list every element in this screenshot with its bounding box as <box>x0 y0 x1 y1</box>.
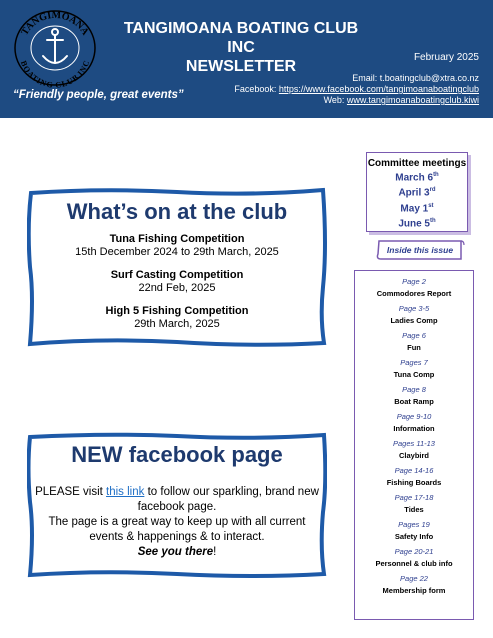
toc-page: Page 8 <box>402 385 426 394</box>
toc-entry <box>355 492 473 516</box>
toc-entry <box>355 573 473 597</box>
facebook-box <box>27 432 327 578</box>
facebook-signoff: See you there! <box>137 546 217 558</box>
toc-page: Page 9-10 <box>396 412 432 421</box>
toc-page: Pages 11-13 <box>393 439 435 448</box>
meeting-date: May 1st <box>400 202 434 214</box>
web-line: Web: www.tangimoanaboatingclub.kiwi <box>323 95 479 105</box>
toc-entry <box>355 384 473 408</box>
toc-section: Commodores Report <box>376 289 452 298</box>
toc-page: Page 14-16 <box>394 466 434 475</box>
toc-entry <box>355 330 473 354</box>
toc-section: Information <box>393 424 435 433</box>
committee-title: Committee meetings <box>367 158 467 169</box>
event-list <box>27 233 327 341</box>
toc-page: Page 22 <box>400 574 428 583</box>
toc-section: Boat Ramp <box>394 397 434 406</box>
meeting-date: June 5th <box>398 217 436 230</box>
toc-section: Tuna Comp <box>393 370 435 379</box>
toc-entry <box>355 303 473 327</box>
club-title <box>110 19 372 76</box>
toc-page: Pages 19 <box>398 520 430 529</box>
event-name: Tuna Fishing Competition <box>109 233 245 245</box>
newsletter-header <box>0 0 493 118</box>
toc-section: Membership form <box>382 586 446 595</box>
meeting-date: April 3rd <box>398 187 436 199</box>
whats-on-title: What’s on at the club <box>66 199 288 224</box>
toc-section: Personnel & club info <box>375 559 453 568</box>
email-address: t.boatingclub@xtra.co.nz <box>379 73 479 83</box>
toc-page: Page 20-21 <box>394 547 434 556</box>
toc-entry <box>355 276 473 300</box>
logo-top-text: TANGIMOANA <box>19 9 91 38</box>
facebook-line: Facebook: https://www.facebook.com/tangimoanaboatingclub <box>234 84 479 94</box>
inside-this-issue-label: Inside this issue <box>375 238 465 263</box>
issue-date: February 2025 <box>413 52 479 63</box>
website-link[interactable]: www.tangimoanaboatingclub.kiwi <box>346 95 479 105</box>
toc-entry <box>355 465 473 489</box>
event-dates: 22nd Feb, 2025 <box>138 282 216 294</box>
event-dates: 29th March, 2025 <box>134 318 220 330</box>
event-dates: 15th December 2024 to 29th March, 2025 <box>75 246 279 258</box>
facebook-invite: PLEASE visit this link to follow our sparkling, brand new facebook page. <box>35 486 319 513</box>
toc-page: Page 2 <box>402 277 426 286</box>
meeting-date: March 6th <box>395 172 439 184</box>
facebook-body <box>35 485 319 560</box>
toc-section: Fun <box>407 343 421 352</box>
event-item <box>27 305 327 331</box>
club-logo <box>11 8 99 88</box>
toc-entry <box>355 519 473 543</box>
contact-info <box>234 73 479 106</box>
whats-on-box <box>27 187 327 347</box>
toc-page: Page 6 <box>402 331 426 340</box>
facebook-title: NEW facebook page <box>71 442 283 467</box>
toc-entry <box>355 411 473 435</box>
facebook-page-link[interactable]: this link <box>106 486 145 498</box>
newsletter-label: NEWSLETTER <box>185 58 297 75</box>
toc-entry <box>355 357 473 381</box>
event-name: Surf Casting Competition <box>110 269 244 281</box>
toc-list <box>355 271 473 597</box>
facebook-link[interactable]: https://www.facebook.com/tangimoanaboatingclub <box>278 84 479 94</box>
logo-bottom-text: BOATING CLUB INC <box>18 59 92 88</box>
club-name: TANGIMOANA BOATING CLUB INC <box>123 20 359 56</box>
event-item <box>27 233 327 259</box>
toc-entry <box>355 546 473 570</box>
event-name: High 5 Fishing Competition <box>105 305 249 317</box>
toc-entry <box>355 438 473 462</box>
email-line: Email: t.boatingclub@xtra.co.nz <box>352 73 479 83</box>
event-item <box>27 269 327 295</box>
toc-section: Tides <box>404 505 424 514</box>
committee-meetings-box <box>366 152 468 232</box>
toc-page: Page 17-18 <box>394 493 434 502</box>
tagline: “Friendly people, great events” <box>13 89 184 101</box>
toc-section: Safety Info <box>394 532 434 541</box>
toc-section: Claybird <box>398 451 429 460</box>
facebook-description: The page is a great way to keep up with all current events & happenings & to interact. <box>48 516 306 543</box>
toc-page: Pages 7 <box>400 358 428 367</box>
toc-section: Ladies Comp <box>390 316 438 325</box>
toc-section: Fishing Boards <box>386 478 442 487</box>
table-of-contents <box>354 270 474 620</box>
toc-page: Page 3-5 <box>398 304 430 313</box>
